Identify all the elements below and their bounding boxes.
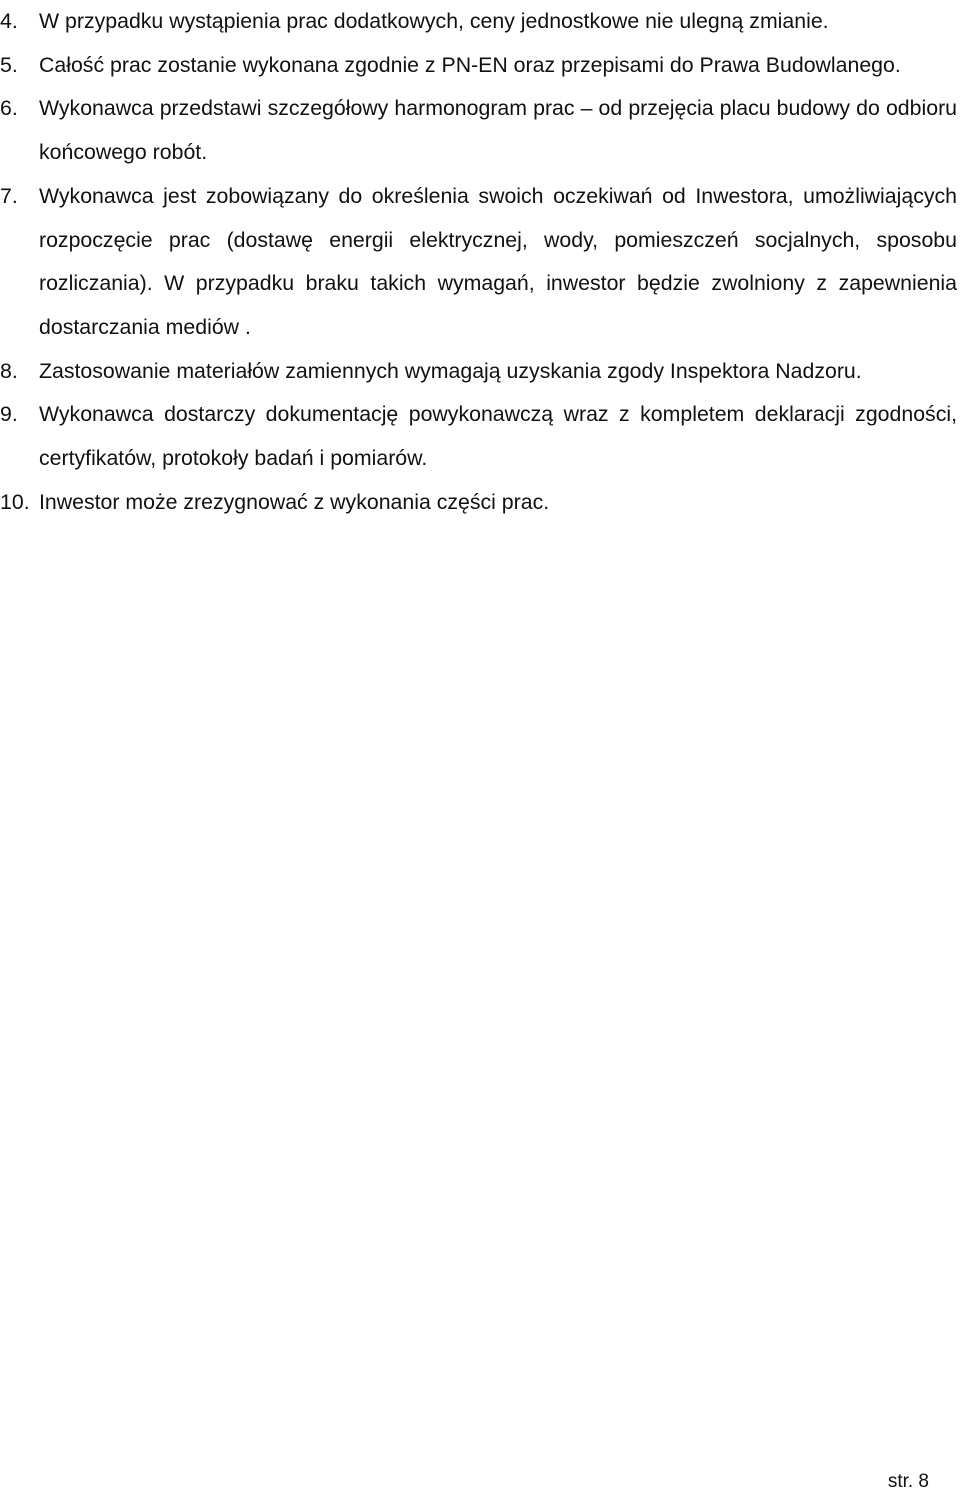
- item-text: W przypadku wystąpienia prac dodatkowych, ceny jednostkowe nie ulegną zmianie.: [39, 9, 829, 33]
- list-item: [0, 350, 957, 394]
- item-number: 8.: [0, 358, 18, 383]
- item-number: 4.: [0, 9, 18, 33]
- page-number: str. 8: [887, 1471, 929, 1492]
- list-item: [0, 393, 957, 480]
- item-text: Całość prac zostanie wykonana zgodnie z PN-EN oraz przepisami do Prawa Budowlanego.: [39, 52, 901, 77]
- item-text: Wykonawca dostarczy dokumentację powykonawczą wraz z kompletem deklaracji zgodności, certyfikatów, protokoły badań i pomiarów.: [39, 402, 957, 471]
- item-text: Wykonawca przedstawi szczegółowy harmonogram prac – od przejęcia placu budowy do odbioru końcowego robót.: [39, 96, 957, 165]
- item-text: Zastosowanie materiałów zamiennych wymagają uzyskania zgody Inspektora Nadzoru.: [39, 358, 862, 383]
- item-number: 5.: [0, 52, 18, 77]
- list-item: [0, 175, 957, 350]
- item-text: Wykonawca jest zobowiązany do określenia swoich oczekiwań od Inwestora, umożliwiających rozpoczęcie prac (dostawę energii elektrycznej, wody, pomieszczeń socjalnych, sposobu rozliczania). W przypadku braku takich wymagań, inwestor będzie zwolniony z zapewnienia dostarczania mediów .: [39, 183, 957, 339]
- item-number: 10.: [0, 489, 30, 514]
- list-item: [0, 481, 957, 525]
- item-number: 7.: [0, 183, 18, 208]
- item-number: 6.: [0, 96, 18, 121]
- list-item: [0, 87, 957, 174]
- list-item: [0, 44, 957, 88]
- item-number: 9.: [0, 402, 18, 427]
- list-item: [0, 0, 957, 44]
- item-text: Inwestor może zrezygnować z wykonania części prac.: [39, 489, 550, 514]
- requirements-list: [0, 0, 957, 524]
